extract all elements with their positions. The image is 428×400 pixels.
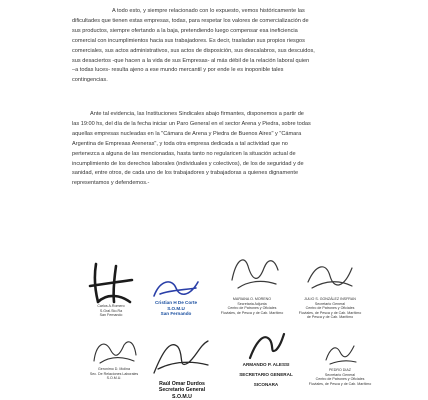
signature-name: Carlos A.Romero [97, 304, 125, 308]
signature-block-5 [72, 367, 156, 381]
signature-org: Centro de Patrones y Oficiales [315, 377, 365, 382]
signature-name: PEDRO DIAZ [329, 368, 351, 372]
signature-place: San Fernando [160, 311, 192, 317]
paragraph-1-line: sus desaciertos -que hacen a la vida de sus Empresas- al más débil de la relación laboral quien [72, 57, 310, 64]
signature-block-6 [140, 381, 224, 400]
paragraph-2 [72, 110, 368, 189]
signature-name: ARMANDO P. ALESSI [242, 362, 290, 367]
signature-title: SECRETARIO GENERAL [239, 371, 293, 377]
paragraph-2-line: representamos y defendemos.- [72, 180, 150, 187]
paragraph-2-line: incumplimiento de los derechos laborales (individuales y colectivos), de los de seguridad y de [72, 160, 304, 167]
signature-scribble-5 [88, 335, 140, 367]
signature-org: Fluviales, de Pesca y de Cab. Marítimo [220, 310, 284, 315]
signature-org: Centro de Patrones y Oficiales [227, 306, 277, 311]
signature-block-4 [292, 297, 368, 320]
signature-scribble-3 [224, 250, 282, 294]
paragraph-1 [72, 7, 368, 86]
paragraph-1-line: A todo esto, y siempre relacionado con lo expuesto, vemos históricamente las [112, 8, 305, 14]
paragraph-2-line: Argentina de Empresas Areneras", y toda otra empresa dedicada a tal actividad que no [72, 140, 288, 147]
signature-name: MARIANA O. MORENO [232, 297, 272, 301]
signature-scribble-7 [244, 328, 288, 362]
signature-org: SICONARA [253, 381, 279, 387]
signature-block-1 [78, 304, 144, 318]
signature-name: Cristian H De Corte [154, 300, 198, 305]
signature-scribble-1 [86, 262, 136, 304]
signature-org: de Pesca y de Cab. Marítimo [306, 315, 354, 320]
paragraph-1-line: comercial con incumplimientos hacia sus trabajadores. Es decir, trasladan sus propios riesgos [72, 37, 305, 44]
signature-name: Raúl Omar Durdos [159, 381, 205, 387]
paragraph-1-line: sus productos, siempre ofertando a la baja, pretendiendo luego compensar esa ineficiencia [72, 27, 298, 34]
signature-title: Secretaria Adjunta [237, 301, 267, 306]
paragraph-1-line: dificultades que tienen estas empresas, todas, para respetar los valores de comercialización de [72, 17, 309, 24]
signature-title: Secretario General [314, 301, 346, 306]
signature-name: Geronimo D. Molina [98, 367, 130, 371]
signature-block-7 [224, 362, 308, 387]
paragraph-2-line: Ante tal evidencia, las Instituciones Sindicales abajo firmantes, disponemos a partir de [90, 111, 304, 117]
signature-title: Sec. De Relaciones Laborales [89, 371, 139, 376]
paragraph-2-line: aquellas empresas nucleadas en la "Cámara de Arena y Piedra de Buenos Aires" y "Cámara [72, 130, 302, 137]
paragraph-1-line: comerciales, sus actos administrativos, sus actos de disposición, sus descalabros, sus descuidos, [72, 47, 315, 54]
signature-block-2 [138, 300, 214, 317]
signature-scribble-8 [320, 338, 360, 368]
signature-block-3 [214, 297, 290, 315]
signature-org: Centro de Patrones y Oficiales [305, 306, 355, 311]
signature-block-8 [298, 368, 382, 386]
signature-org: S.O.M.U [172, 393, 192, 400]
paragraph-2-line: las 19:00 hs, del día de la fecha iniciar un Paro General en el sector Arena y Piedra, sobre todas [72, 120, 311, 127]
signature-scribble-2 [150, 276, 202, 302]
signature-place: San Fernando [99, 313, 123, 318]
paragraph-2-line: pertenezca a alguna de las mencionadas, hasta tanto no regularicen la situación actual de [72, 150, 296, 157]
signature-scribble-4 [302, 258, 358, 298]
signature-scribble-6 [148, 333, 214, 379]
signature-title: Secretario General [324, 372, 356, 377]
signature-org: Fluviales, de Pesca y de Cab. Marítimo [308, 381, 372, 386]
paragraph-1-line: –a todas luces- resulta ajeno a ese mundo mercantil y por ende le es inoponible tales [72, 67, 284, 74]
signature-title: Secretario General [158, 387, 206, 394]
paragraph-1-line: contingencias. [72, 77, 108, 84]
signature-title: S.O.M.U [167, 305, 185, 311]
signature-org: Fluviales, de Pesca y de Cab. Marítimo [298, 310, 362, 315]
signature-name: JULIO S. GONZÁLEZ INSFRAN [304, 297, 356, 301]
paragraph-2-line: sanidad, entre otros, de cada uno de los trabajadores y trabajadoras a quienes dignamente [72, 170, 299, 177]
signature-org: S.O.M.U. [106, 376, 122, 381]
signature-title: S.Gral.Sto.Ra [99, 308, 123, 313]
